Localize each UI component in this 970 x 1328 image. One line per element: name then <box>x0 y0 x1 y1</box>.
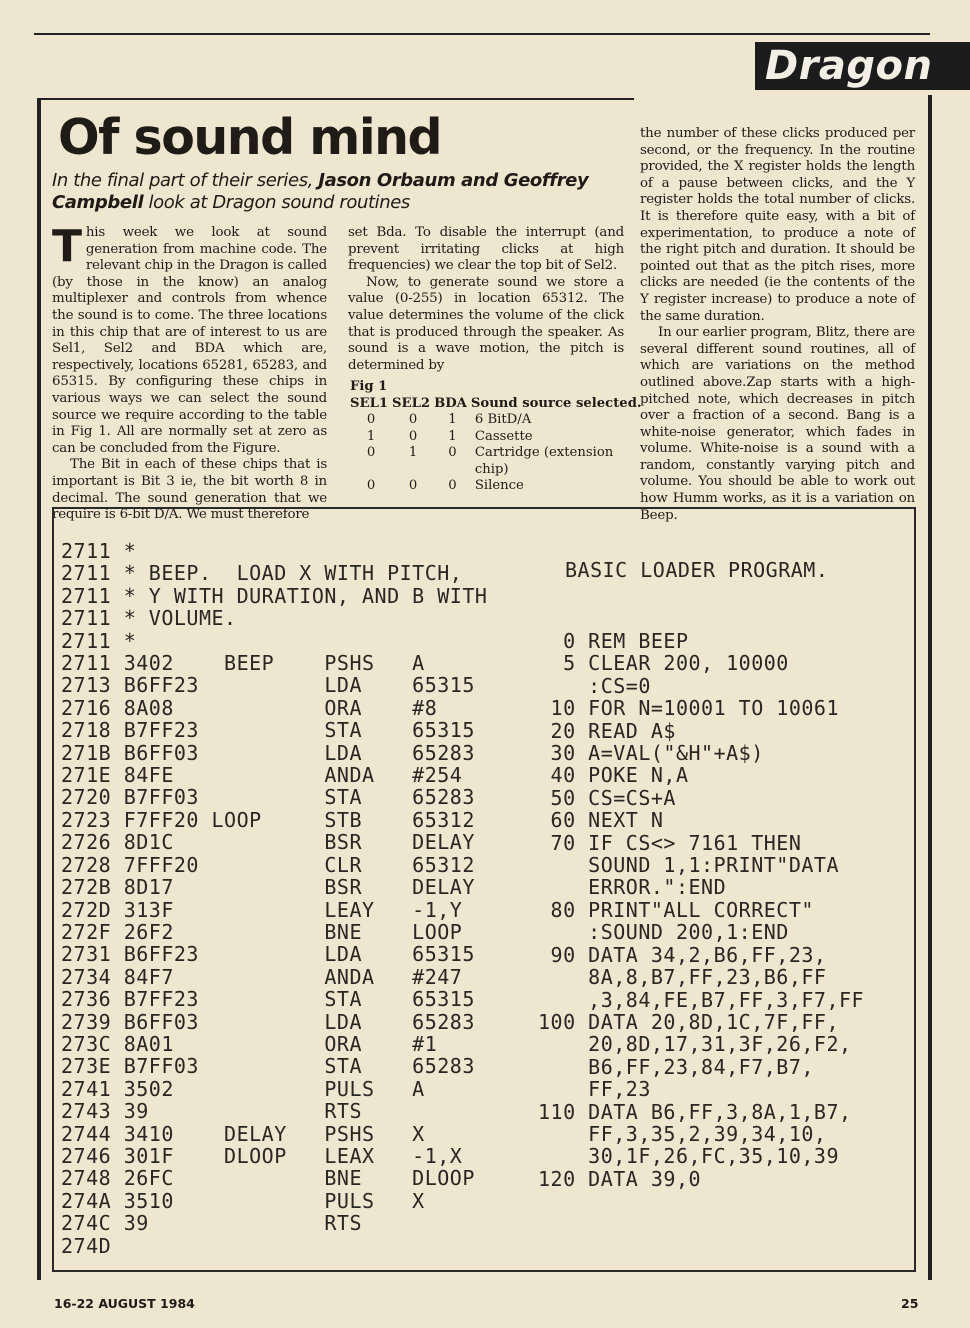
listing-line: 0 REM BEEP <box>563 629 689 653</box>
table-cell: 0 <box>408 412 418 427</box>
table-header: BDA <box>434 395 467 411</box>
table-cell: 0 <box>366 412 376 427</box>
paragraph: In our earlier program, Blitz, there are several different sound routines, all of which are variations on the method outlined above.Zap starts with a high-pitched note, which decreases in pitch over a fraction of a second. Bang is a white-noise generator, which fades in volume. White-noise is a sound with a random, constantly varying pitch and volume. You should be able to work out how Humm works, as it is a variation on Beep. <box>640 325 915 523</box>
listing-line: 2744 3410 DELAY PSHS X <box>61 1121 425 1146</box>
listing-line: 2746 301F DLOOP LEAX -1,X <box>61 1143 463 1168</box>
paragraph: set Bda. To disable the interrupt (and prevent irritating clicks at high frequencies) we clear the top bit of Sel2. <box>348 225 624 274</box>
table-cell: Silence <box>474 478 524 493</box>
figure-title: Fig 1 <box>350 379 388 394</box>
basic-loader-title: BASIC LOADER PROGRAM. <box>565 558 829 582</box>
listing-line: B6,FF,23,84,F7,B7, <box>588 1054 814 1079</box>
drop-cap: T <box>52 221 82 272</box>
listing-line: 2720 B7FF03 STA 65283 <box>61 785 475 810</box>
listing-line: 20 READ A$ <box>550 718 676 743</box>
listing-line: 274D <box>61 1233 112 1258</box>
table-cell: 0 <box>408 478 418 493</box>
listing-line: 2711 * <box>61 539 137 563</box>
table-cell: 0 <box>366 478 376 493</box>
listing-line: 100 DATA 20,8D,1C,7F,FF, <box>538 1009 839 1034</box>
standfirst-tail: look at Dragon sound routines <box>143 192 410 213</box>
listing-line: 2731 B6FF23 LDA 65315 <box>61 942 475 967</box>
table-row <box>350 445 646 478</box>
article-headline: Of sound mind <box>58 109 442 166</box>
listing-line: 8A,8,B7,FF,23,B6,FF <box>588 965 827 990</box>
listing-line: FF,3,35,2,39,34,10, <box>588 1121 827 1146</box>
listing-line: 2736 B7FF23 STA 65315 <box>61 987 475 1012</box>
listing-line: 40 POKE N,A <box>550 763 689 788</box>
table-cell: Cassette <box>474 428 533 444</box>
listing-line: 274A 3510 PULS X <box>61 1188 425 1213</box>
table-cell: Cartridge (extension chip) <box>474 445 614 477</box>
standfirst-authors: Jason Orbaum and Geoffrey Campbell <box>52 170 589 213</box>
listing-line: 2739 B6FF03 LDA 65283 <box>61 1009 475 1034</box>
listing-line: 110 DATA B6,FF,3,8A,1,B7, <box>538 1099 852 1124</box>
paragraph: The Bit in each of these chips that is important is Bit 3 ie, the bit worth 8 in decimal. The sound generation that we require is 6-bit D/A. We must therefore <box>52 457 327 523</box>
table-row <box>350 412 646 429</box>
article-standfirst <box>52 170 632 214</box>
listing-line: 273C 8A01 ORA #1 <box>61 1031 438 1056</box>
listing-line: 50 CS=CS+A <box>550 785 676 810</box>
listing-line: 2711 * VOLUME. <box>61 606 237 631</box>
page-number: 25 <box>901 1296 919 1311</box>
listing-line: 70 IF CS<> 7161 THEN <box>550 830 802 855</box>
listing-line: :SOUND 200,1:END <box>588 920 789 945</box>
listing-line: 2713 B6FF23 LDA 65315 <box>61 673 475 698</box>
listing-line: 272B 8D17 BSR DELAY <box>61 875 475 900</box>
listing-line: 30,1F,26,FC,35,10,39 <box>588 1144 839 1169</box>
table-cell: 1 <box>448 412 457 427</box>
listing-line: 80 PRINT"ALL CORRECT" <box>550 897 814 922</box>
listing-line: 2728 7FFF20 CLR 65312 <box>61 852 475 877</box>
listing-line: 2734 84F7 ANDA #247 <box>61 964 463 989</box>
listing-line: 120 DATA 39,0 <box>538 1166 702 1191</box>
listing-line: 272D 313F LEAY -1,Y <box>61 897 463 922</box>
listing-line: SOUND 1,1:PRINT"DATA <box>588 853 839 878</box>
basic-listing <box>538 630 864 1190</box>
listing-line: 273E B7FF03 STA 65283 <box>61 1054 475 1079</box>
listing-line: 2718 B7FF23 STA 65315 <box>61 718 475 743</box>
figure-1 <box>350 379 642 495</box>
listing-line: 2741 3502 PULS A <box>61 1076 425 1101</box>
table-row <box>350 478 646 495</box>
listing-line: 274C 39 RTS <box>61 1211 362 1236</box>
table-cell: 0 <box>408 428 418 444</box>
listing-line: 2716 8A08 ORA #8 <box>61 695 438 720</box>
table-cell: 1 <box>448 428 457 444</box>
table-header: SEL1 <box>350 395 389 411</box>
table-cell: 1 <box>408 445 418 460</box>
table-cell: 0 <box>448 445 457 460</box>
listing-line: ,3,84,FE,B7,FF,3,F7,FF <box>588 987 865 1012</box>
table-cell: 0 <box>366 445 376 460</box>
listing-line: 2711 * BEEP. LOAD X WITH PITCH, <box>61 561 463 586</box>
footer-date: 16-22 AUGUST 1984 <box>54 1296 195 1311</box>
listing-line: ERROR.":END <box>588 875 727 900</box>
table-row <box>350 429 646 446</box>
table-header: SEL2 <box>392 395 431 411</box>
table-header-row <box>350 396 646 413</box>
table-cell: 0 <box>448 478 457 493</box>
listing-line: 90 DATA 34,2,B6,FF,23, <box>550 942 827 967</box>
listing-line: 20,8D,17,31,3F,26,F2, <box>588 1032 852 1057</box>
listing-line: 2726 8D1C BSR DELAY <box>61 830 475 855</box>
listing-line: 2711 * Y WITH DURATION, AND B WITH <box>61 583 488 608</box>
article-column-2 <box>348 225 624 374</box>
listing-line: 30 A=VAL("&H"+A$) <box>550 741 764 766</box>
table-header: Sound source selected. <box>470 395 642 411</box>
left-border-bar <box>37 100 41 1280</box>
listing-line: 271B B6FF03 LDA 65283 <box>61 740 475 765</box>
listing-line: 2723 F7FF20 LOOP STB 65312 <box>61 807 475 832</box>
paragraph <box>52 221 327 457</box>
paragraph: the number of these clicks produced per second, or the frequency. In the routine provided, the X register holds the length of a pause between clicks, and the Y register holds the total number of clicks. It is therefore quite easy, with a bit of experimentation, to produce a note of the right pitch and duration. It should be pointed out that as the pitch rises, more clicks are needed (ie the contents of the Y register increase) to produce a note of the same duration. <box>640 126 915 324</box>
listing-line: 272F 26F2 BNE LOOP <box>61 919 463 944</box>
header-rule <box>37 98 634 100</box>
listing-line: 2711 3402 BEEP PSHS A <box>61 651 425 676</box>
listing-line: 10 FOR N=10001 TO 10061 <box>550 696 839 721</box>
right-border-bar <box>928 95 932 1280</box>
listing-line: 2711 * <box>61 628 137 653</box>
listing-line: 60 NEXT N <box>550 808 664 833</box>
listing-line: 271E 84FE ANDA #254 <box>61 763 463 788</box>
assembly-listing <box>61 540 487 1257</box>
listing-line: 2743 39 RTS <box>61 1099 362 1124</box>
figure-table <box>350 396 646 495</box>
table-cell: 6 BitD/A <box>474 412 532 427</box>
section-tab: Dragon <box>755 42 970 90</box>
listing-line: 5 CLEAR 200, 10000 <box>563 651 789 676</box>
article-column-1 <box>52 221 327 524</box>
paragraph-text: his week we look at sound generation from machine code. The relevant chip in the Dragon is called (by those in the know) an analog multiplexer and controls from whence the sound is to come. The three locations in this chip that are of interest to us are Sel1, Sel2 and BDA which are, respectively, locations 65281, 65283, and 65315. By configuring these chips in various ways we can select the sound source we require according to the table in Fig 1. All are normally set at zero as can be concluded from the Figure. <box>52 225 327 456</box>
listing-line: 2748 26FC BNE DLOOP <box>61 1166 475 1191</box>
paragraph: Now, to generate sound we store a value (0-255) in location 65312. The value determines the volume of the click that is produced through the speaker. As sound is a wave motion, the pitch is determined by <box>348 274 624 373</box>
article-column-3 <box>640 126 915 524</box>
listing-line: FF,23 <box>588 1077 651 1102</box>
listing-line: :CS=0 <box>588 673 651 698</box>
standfirst-lead: In the final part of their series, <box>52 170 319 191</box>
table-cell: 1 <box>366 428 376 444</box>
top-rule <box>34 33 930 35</box>
